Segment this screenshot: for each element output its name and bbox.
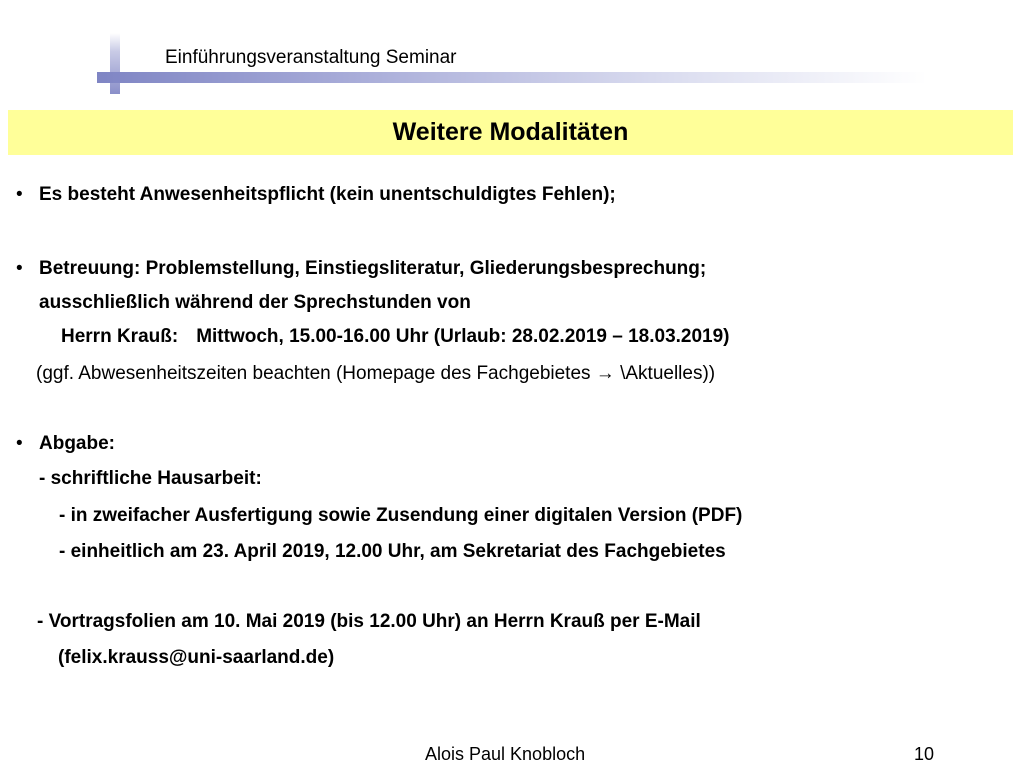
footer-page-number: 10 [914,744,935,764]
slide-title: Weitere Modalitäten [392,118,629,146]
support-office-hours [61,325,730,349]
bullet-icon: • [16,433,23,454]
submission-paper-copies: - in zweifacher Ausfertigung sowie Zusendung einer digitalen Version (PDF) [59,505,743,526]
submission-slides: - Vortragsfolien am 10. Mai 2019 (bis 12.00 Uhr) an Herrn Krauß per E-Mail [37,611,701,632]
bullet-icon: • [16,184,23,205]
attendance-text: Es besteht Anwesenheitspflicht (kein unentschuldigtes Fehlen); [39,184,616,205]
bullet-icon: • [16,258,23,279]
footer-author: Alois Paul Knobloch [425,744,586,764]
support-person-name: Herrn Krauß: [61,326,179,347]
support-text-line2: ausschließlich während der Sprechstunden von [39,292,471,313]
support-time: Mittwoch, 15.00-16.00 Uhr (Urlaub: 28.02.2019 – 18.03.2019) [196,326,730,347]
submission-email[interactable]: (felix.krauss@uni-saarland.de) [58,647,335,668]
submission-paper: - schriftliche Hausarbeit: [39,468,262,489]
support-note: (ggf. Abwesenheitszeiten beachten (Homepage des Fachgebietes → \Aktuelles)) [36,363,716,384]
submission-paper-date: - einheitlich am 23. April 2019, 12.00 Uhr, am Sekretariat des Fachgebietes [59,541,726,562]
presentation-header-title: Einführungsveranstaltung Seminar [165,47,457,68]
submission-label: Abgabe: [39,433,115,454]
support-text-line1: Betreuung: Problemstellung, Einstiegsliteratur, Gliederungsbesprechung; [39,258,707,279]
